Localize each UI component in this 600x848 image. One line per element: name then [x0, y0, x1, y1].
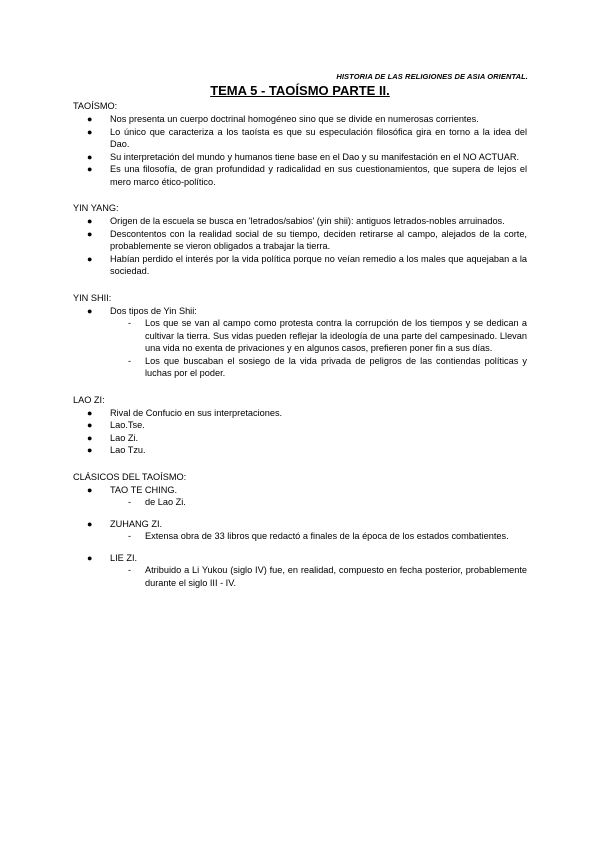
- list-item-text: Es una filosofía, de gran profundidad y radicalidad en sus cuestionamientos, que supera de lejos el mero marco ético-político.: [110, 164, 527, 187]
- bullet-icon: ●: [87, 552, 93, 563]
- dash-list: [110, 317, 527, 380]
- bullet-icon: ●: [87, 228, 93, 239]
- dash-list: [110, 564, 527, 589]
- bullet-list: [73, 407, 527, 457]
- list-item-text: Descontentos con la realidad social de su tiempo, deciden retirarse al campo, alejados de la corte, probablemente se vieron obligados a trabajar la tierra.: [110, 228, 527, 251]
- bullet-icon: ●: [87, 151, 93, 162]
- bullet-list: [73, 113, 527, 188]
- list-item: [73, 113, 527, 126]
- section-title: TAOÍSMO:: [73, 101, 118, 111]
- list-item: [73, 552, 527, 590]
- list-item: [73, 432, 527, 445]
- work-detail: Atribuido a Li Yukou (siglo IV) fue, en realidad, compuesto en fecha posterior, probablemente durante el siglo III - IV.: [145, 565, 527, 588]
- dash-icon: -: [128, 318, 132, 328]
- list-item: [73, 407, 527, 420]
- list-item-text: Rival de Confucio en sus interpretaciones.: [110, 407, 283, 418]
- section-title: YIN SHII:: [73, 292, 112, 303]
- list-item-text: Nos presenta un cuerpo doctrinal homogéneo sino que se divide en numerosas corrientes.: [110, 114, 479, 124]
- list-item-text: Lao.Tse.: [110, 420, 145, 430]
- list-item-text: Origen de la escuela se busca en 'letrados/sabios' (yin shii): antiguos letrados-nobles arruinados.: [110, 216, 505, 226]
- list-item: [73, 253, 527, 278]
- section-taoismo: [73, 100, 527, 188]
- list-item: [73, 151, 527, 164]
- bullet-icon: ●: [87, 484, 93, 495]
- work-title: LIE ZI.: [110, 552, 138, 563]
- list-item: [73, 215, 527, 228]
- bullet-list: [73, 215, 527, 278]
- work-title: ZUHANG ZI.: [110, 518, 163, 529]
- bullet-icon: ●: [87, 164, 93, 174]
- dash-list: [110, 530, 527, 543]
- work-detail: Extensa obra de 33 libros que redactó a finales de la época de los estados combatientes.: [145, 531, 509, 541]
- bullet-icon: ●: [87, 126, 93, 137]
- sub-list-item: [110, 530, 527, 543]
- bullet-icon: ●: [87, 253, 93, 264]
- document-title: TEMA 5 - TAOÍSMO PARTE II.: [210, 83, 390, 98]
- course-header: HISTORIA DE LAS RELIGIONES DE ASIA ORIENTAL.: [336, 72, 528, 81]
- dash-icon: -: [128, 497, 132, 507]
- section-yin-yang: [73, 202, 527, 278]
- bullet-icon: ●: [87, 114, 93, 124]
- document-body: [73, 100, 527, 589]
- list-item-text: Habían perdido el interés por la vida política porque no veían remedio a los males que aquejaban a la sociedad.: [110, 253, 527, 276]
- list-item-text: Dos tipos de Yin Shii:: [110, 305, 197, 316]
- work-title: TAO TE CHING.: [110, 484, 178, 495]
- section-title: LAO ZI:: [73, 394, 105, 405]
- section-title: CLÁSICOS DEL TAOÍSMO:: [73, 471, 187, 482]
- bullet-list: [73, 305, 527, 380]
- list-item-text: Lo único que caracteriza a los taoísta es que su especulación filosófica gira en torno a la idea del Dao.: [110, 126, 527, 149]
- work-detail: de Lao Zi.: [145, 497, 186, 507]
- section-clasicos: [73, 471, 527, 590]
- bullet-icon: ●: [87, 432, 93, 443]
- sub-list-item: [110, 317, 527, 355]
- sub-list-item-text: Los que buscaban el sosiego de la vida privada de peligros de las contiendas políticas y luchas por el poder.: [145, 355, 527, 378]
- list-item: [73, 228, 527, 253]
- section-lao-zi: [73, 394, 527, 457]
- bullet-list: [73, 552, 527, 590]
- bullet-icon: ●: [87, 305, 93, 316]
- dash-icon: -: [128, 531, 132, 541]
- list-item: [73, 419, 527, 432]
- bullet-list: [73, 484, 527, 509]
- bullet-icon: ●: [87, 445, 93, 455]
- sub-list-item-text: Los que se van al campo como protesta contra la corrupción de los tiempos y se dedican a cultivar la tierra. Sus vidas pueden reflejar la ideología de una parte del campesinado. Llevan una vida no exenta de privaciones y en algunos casos, prefieren poner fin a sus días.: [145, 318, 527, 353]
- list-item-text: Su interpretación del mundo y humanos tiene base en el Dao y su manifestación en el NO ACTUAR.: [110, 151, 520, 162]
- bullet-icon: ●: [87, 420, 93, 430]
- sub-list-item: [110, 496, 527, 509]
- section-yin-shii: [73, 292, 527, 380]
- bullet-icon: ●: [87, 216, 93, 226]
- list-item: [73, 126, 527, 151]
- list-item-text: Lao Tzu.: [110, 445, 146, 455]
- bullet-icon: ●: [87, 407, 93, 418]
- dash-icon: -: [128, 565, 132, 575]
- section-title: YIN YANG:: [73, 203, 119, 213]
- list-item: [73, 518, 527, 543]
- list-item: [73, 484, 527, 509]
- dash-list: [110, 496, 527, 509]
- list-item-text: Lao Zi.: [110, 432, 139, 443]
- bullet-list: [73, 518, 527, 543]
- list-item: [73, 444, 527, 457]
- list-item: [73, 305, 527, 380]
- dash-icon: -: [128, 355, 132, 366]
- bullet-icon: ●: [87, 518, 93, 529]
- sub-list-item: [110, 355, 527, 380]
- list-item: [73, 163, 527, 188]
- sub-list-item: [110, 564, 527, 589]
